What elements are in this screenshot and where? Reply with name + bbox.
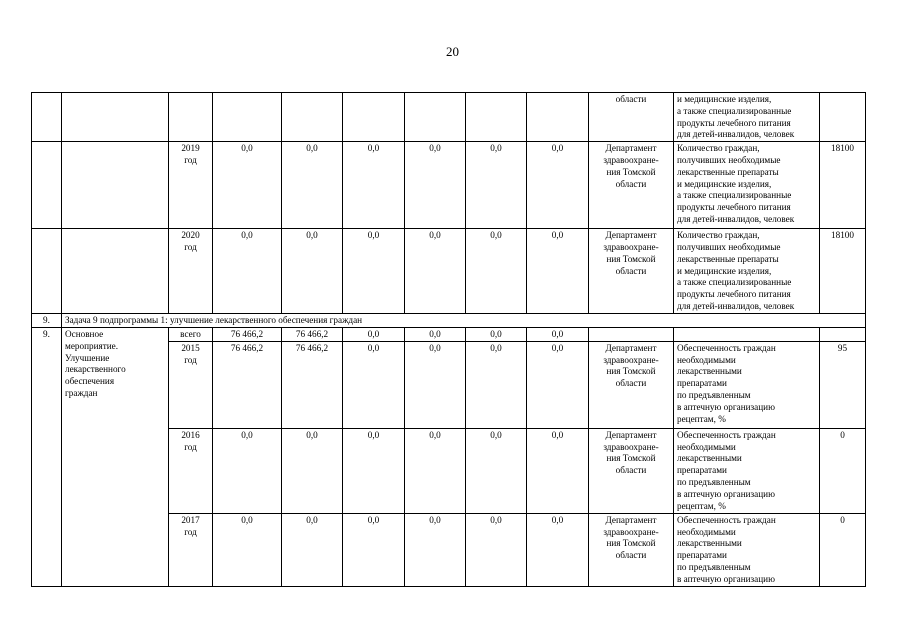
target-cell: [820, 327, 866, 341]
indicator-cell: Обеспеченность граждан необходимыми лекарственными препаратами по предъявленным в аптечную организацию рецептам, %: [674, 428, 820, 513]
value-cell: 0,0: [343, 229, 405, 314]
value-cell: 0,0: [466, 142, 527, 229]
indicator-cell: Количество граждан, получивших необходимые лекарственные препараты и медицинские изделия, а также специализированные продукты лечебного питания для детей-инвалидов, человек: [674, 229, 820, 314]
value-cell: [282, 93, 343, 142]
indicator-cell: Обеспеченность граждан необходимыми лекарственными препаратами по предъявленным в аптечную организацию рецептам, %: [674, 341, 820, 428]
value-cell: 0,0: [466, 327, 527, 341]
value-cell: 0,0: [527, 327, 589, 341]
table-row: [32, 142, 866, 229]
value-cell: 0,0: [343, 142, 405, 229]
activity-name: Основное мероприятие. Улучшение лекарственного обеспечения граждан: [62, 327, 169, 586]
total-row: [32, 327, 866, 341]
num-cell: [32, 93, 62, 142]
value-cell: 0,0: [466, 341, 527, 428]
value-cell: [466, 93, 527, 142]
task-number: 9.: [32, 314, 62, 328]
value-cell: [527, 93, 589, 142]
task-title: Задача 9 подпрограммы 1: улучшение лекарственного обеспечения граждан: [62, 314, 866, 328]
value-cell: 76 466,2: [213, 341, 282, 428]
value-cell: 0,0: [466, 428, 527, 513]
year-cell: 2015 год: [169, 341, 213, 428]
value-cell: 0,0: [527, 428, 589, 513]
year-cell: [169, 93, 213, 142]
value-cell: 0,0: [213, 428, 282, 513]
program-table: [31, 92, 866, 587]
year-cell: 2016 год: [169, 428, 213, 513]
name-cell: [62, 93, 169, 142]
value-cell: 0,0: [527, 513, 589, 586]
num-cell: [32, 229, 62, 314]
value-cell: 0,0: [213, 229, 282, 314]
value-cell: 0,0: [343, 327, 405, 341]
value-cell: 0,0: [282, 142, 343, 229]
table-row: [32, 93, 866, 142]
total-label: всего: [169, 327, 213, 341]
value-cell: 0,0: [213, 513, 282, 586]
value-cell: 0,0: [405, 428, 466, 513]
year-cell: 2019 год: [169, 142, 213, 229]
department-cell: области: [589, 93, 674, 142]
value-cell: 0,0: [343, 428, 405, 513]
department-cell: Департамент здравоохране- ния Томской области: [589, 428, 674, 513]
department-cell: [589, 327, 674, 341]
value-cell: 0,0: [343, 341, 405, 428]
value-cell: 0,0: [405, 142, 466, 229]
value-cell: 0,0: [282, 513, 343, 586]
value-cell: 0,0: [282, 229, 343, 314]
target-cell: 95: [820, 341, 866, 428]
table-row: [32, 229, 866, 314]
value-cell: [213, 93, 282, 142]
value-cell: 0,0: [466, 229, 527, 314]
department-cell: Департамент здравоохране- ния Томской области: [589, 513, 674, 586]
name-cell: [62, 142, 169, 229]
target-cell: 18100: [820, 229, 866, 314]
year-cell: 2017 год: [169, 513, 213, 586]
value-cell: 76 466,2: [282, 327, 343, 341]
indicator-cell: и медицинские изделия, а также специализированные продукты лечебного питания для детей-инвалидов, человек: [674, 93, 820, 142]
department-cell: Департамент здравоохране- ния Томской области: [589, 341, 674, 428]
value-cell: 76 466,2: [213, 327, 282, 341]
value-cell: 0,0: [405, 341, 466, 428]
value-cell: 0,0: [527, 341, 589, 428]
value-cell: 0,0: [282, 428, 343, 513]
page-number: 20: [446, 44, 459, 59]
value-cell: 0,0: [405, 327, 466, 341]
value-cell: 0,0: [405, 229, 466, 314]
target-cell: [820, 93, 866, 142]
value-cell: [343, 93, 405, 142]
year-cell: 2020 год: [169, 229, 213, 314]
value-cell: [405, 93, 466, 142]
value-cell: 0,0: [527, 142, 589, 229]
value-cell: 0,0: [343, 513, 405, 586]
value-cell: 0,0: [213, 142, 282, 229]
num-cell: [32, 142, 62, 229]
indicator-cell: Обеспеченность граждан необходимыми лекарственными препаратами по предъявленным в аптечную организацию: [674, 513, 820, 586]
indicator-cell: [674, 327, 820, 341]
target-cell: 0: [820, 513, 866, 586]
target-cell: 0: [820, 428, 866, 513]
department-cell: Департамент здравоохране- ния Томской области: [589, 229, 674, 314]
name-cell: [62, 229, 169, 314]
value-cell: 76 466,2: [282, 341, 343, 428]
target-cell: 18100: [820, 142, 866, 229]
value-cell: 0,0: [527, 229, 589, 314]
indicator-cell: Количество граждан, получивших необходимые лекарственные препараты и медицинские изделия, а также специализированные продукты лечебного питания для детей-инвалидов, человек: [674, 142, 820, 229]
section-row: [32, 314, 866, 328]
value-cell: 0,0: [405, 513, 466, 586]
department-cell: Департамент здравоохране- ния Томской области: [589, 142, 674, 229]
activity-number: 9.: [32, 327, 62, 586]
value-cell: 0,0: [466, 513, 527, 586]
